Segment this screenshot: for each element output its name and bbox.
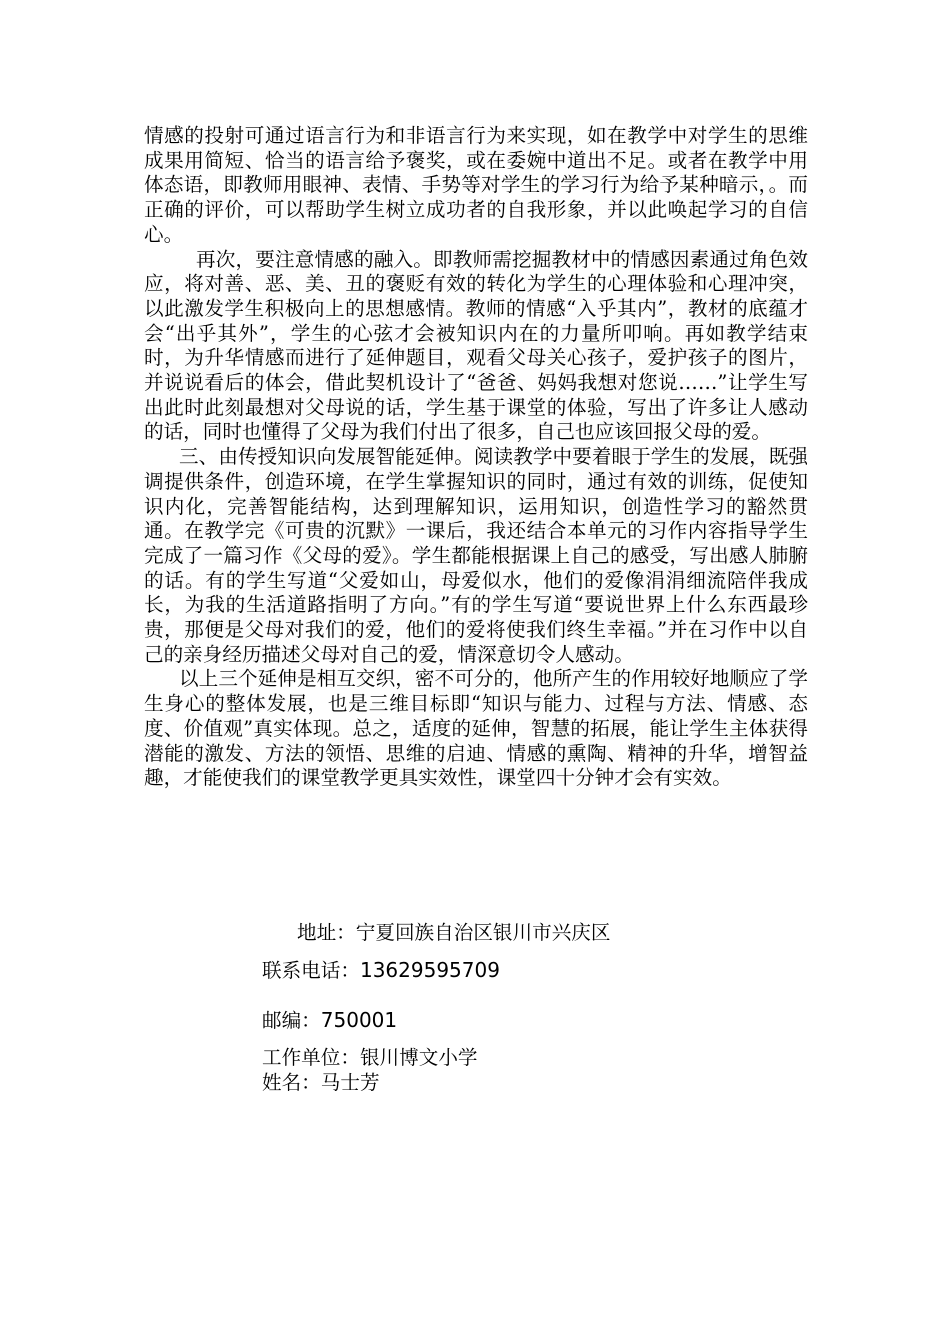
postcode-number: 750001: [320, 1008, 398, 1032]
paragraph-3: 三、由传授知识向发展智能延伸。阅读教学中要着眼于学生的发展，既强调提供条件，创造环境，在学生掌握知识的同时，通过有效的训练，促使知识内化，完善智能结构，达到理解知识，运用知识，创造性学习的豁然贯通。在教学完《可贵的沉默》一课后，我还结合本单元的习作内容指导学生完成了一篇习作《父母的爱》。学生都能根据课上自己的感受，写出感人肺腑的话。有的学生写道“父爱如山，母爱似水，他们的爱像涓涓细流陪伴我成长，为我的生活道路指明了方向。”有的学生写道“要说世界上什么东西最珍贵，那便是父母对我们的爱，他们的爱将使我们终生幸福。”并在习作中以自己的亲身经历描述父母对自己的爱，情深意切令人感动。: [144, 445, 808, 666]
paragraph-2: 再次，要注意情感的融入。即教师需挖掘教材中的情感因素通过角色效应，将对善、恶、美、丑的褒贬有效的转化为学生的心理体验和心理冲突，以此激发学生积极向上的思想感情。教师的情感“入乎其内”，教材的底蕴才会“出乎其外”，学生的心弦才会被知识内在的力量所叩响。再如教学结束时，为升华情感而进行了延伸题目，观看父母关心孩子，爱护孩子的图片，并说说看后的体会，借此契机设计了“爸爸、妈妈我想对您说……”让学生写出此时此刻最想对父母说的话，学生基于课堂的体验，写出了许多让人感动的话，同时也懂得了父母为我们付出了很多，自己也应该回报父母的爱。: [144, 247, 808, 444]
article-body: [144, 124, 808, 791]
address-line: 地址：宁夏回族自治区银川市兴庆区: [297, 921, 611, 944]
workplace-line: 工作单位：银川博文小学: [262, 1046, 478, 1069]
postcode-label: 邮编：: [262, 1009, 321, 1032]
phone-number: 13629595709: [359, 958, 500, 982]
paragraph-4: 以上三个延伸是相互交织，密不可分的，他所产生的作用较好地顺应了学生身心的整体发展，也是三维目标即“知识与能力、过程与方法、情感、态度、价值观”真实体现。总之，适度的延伸，智慧的拓展，能让学生主体获得潜能的激发、方法的领悟、思维的启迪、情感的熏陶、精神的升华，增智益趣，才能使我们的课堂教学更具实效性，课堂四十分钟才会有实效。: [144, 667, 808, 790]
phone-line: [262, 958, 500, 983]
phone-label: 联系电话：: [262, 959, 360, 982]
author-name-line: 姓名：马士芳: [262, 1071, 380, 1094]
paragraph-1: 情感的投射可通过语言行为和非语言行为来实现，如在教学中对学生的思维成果用简短、恰当的语言给予褒奖，或在委婉中道出不足。或者在教学中用体态语，即教师用眼神、表情、手势等对学生的学习行为给予某种暗示，。而正确的评价，可以帮助学生树立成功者的自我形象，并以此唤起学习的自信心。: [144, 124, 808, 246]
postcode-line: [262, 1008, 397, 1033]
